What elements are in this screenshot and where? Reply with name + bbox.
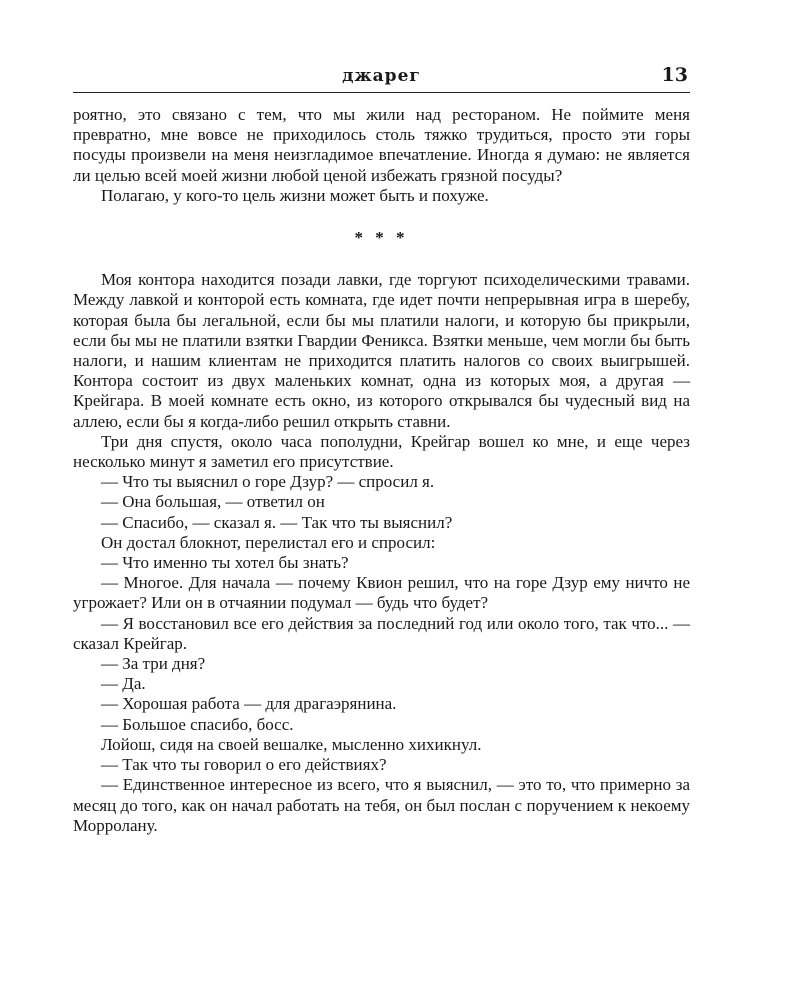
- paragraph: Моя контора находится позади лавки, где торгуют психоделическими травами. Между лавкой и конторой есть комната, где идет почти непрерывная игра в шеребу, которая была бы легальной, если бы мы платили налоги, и которую бы прикрыли, если бы мы не платили взятки Гвардии Феникса. Взятки меньше, чем могли бы быть налоги, и нашим клиентам не приходится платить налогов со своих выигрышей. Контора состоит из двух маленьких комнат, одна из которых моя, а другая — Крейгара. В моей комнате есть окно, из которого открывался бы чудесный вид на аллею, если бы я когда-либо решил открыть ставни.: [73, 270, 690, 431]
- dialogue-line: — За три дня?: [101, 654, 206, 674]
- dialogue-line: — Я восстановил все его действия за последний год или около того, так что... — сказал Крейгар.: [73, 613, 690, 653]
- running-header: [73, 62, 690, 93]
- dialogue-line: — Что ты выяснил о горе Дзур? — спросил я.: [101, 472, 435, 492]
- body-text: [73, 105, 690, 836]
- dialogue-line: — Так что ты говорил о его действиях?: [101, 755, 387, 775]
- dialogue-line: — Что именно ты хотел бы знать?: [101, 553, 349, 573]
- dialogue-line: — Спасибо, — сказал я. — Так что ты выяснил?: [101, 512, 453, 532]
- dialogue-line: — Хорошая работа — для драгаэрянина.: [101, 694, 397, 714]
- paragraph: Три дня спустя, около часа пополудни, Крейгар вошел ко мне, и еще через несколько минут я заметил его присутствие.: [73, 431, 690, 472]
- running-title: джарег: [342, 66, 421, 86]
- dialogue-line: — Да.: [101, 674, 146, 694]
- section-separator: * * *: [354, 228, 409, 248]
- page-number: 13: [661, 64, 688, 86]
- dialogue-line: — Многое. Для начала — почему Квион решил, что на горе Дзур ему ничто не угрожает? Или он в отчаянии подумал — будь что будет?: [73, 573, 690, 613]
- paragraph: роятно, это связано с тем, что мы жили над рестораном. Не поймите меня превратно, мне вовсе не приходилось столь тяжко трудиться, просто эти горы посуды произвели на меня неизгладимое впечатление. Иногда я думаю: не является ли целью всей моей жизни любой ценой избежать грязной посуды?: [73, 105, 690, 185]
- paragraph: Он достал блокнот, перелистал его и спросил:: [101, 532, 436, 552]
- paragraph: Лойош, сидя на своей вешалке, мысленно хихикнул.: [101, 734, 482, 754]
- dialogue-line: — Единственное интересное из всего, что я выяснил, — это то, что примерно за месяц до того, как он начал работать на тебя, он был послан с поручением к некоему Морролану.: [73, 775, 690, 835]
- paragraph: Полагаю, у кого-то цель жизни может быть и похуже.: [101, 185, 489, 205]
- dialogue-line: — Она большая, — ответил он: [101, 492, 325, 512]
- dialogue-line: — Большое спасибо, босс.: [101, 714, 294, 734]
